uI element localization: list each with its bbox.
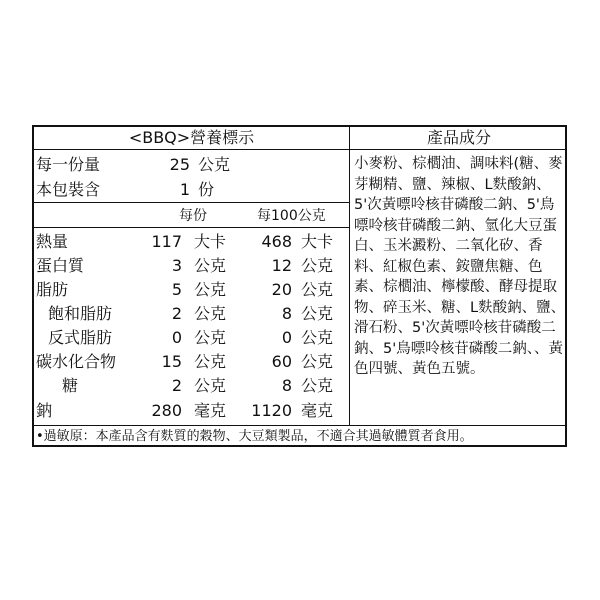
per-100g-unit: 公克 [301, 376, 334, 395]
servings-per-package-value: 1 [179, 180, 190, 199]
per-serving-amount: 0 [171, 328, 182, 347]
per-serving-amount: 3 [171, 256, 182, 275]
per-serving-amount: 117 [151, 232, 182, 251]
per-serving-unit: 大卡 [194, 232, 227, 251]
nutrient-name: 蛋白質 [36, 256, 85, 275]
per-serving-amount: 2 [171, 304, 182, 323]
servings-per-package-label: 本包裝含 [36, 180, 101, 199]
per-100g-amount: 1120 [251, 401, 292, 420]
per-serving-unit: 公克 [194, 304, 227, 323]
per-100g-amount: 8 [281, 376, 292, 395]
nutrient-name: 糖 [62, 376, 79, 395]
per-serving-unit: 公克 [194, 376, 227, 395]
per-serving-unit: 公克 [198, 155, 231, 174]
per-serving-value: 25 [169, 155, 190, 174]
per-serving-amount: 280 [151, 401, 182, 420]
nutrient-name: 鈉 [36, 401, 53, 420]
per-serving-amount: 2 [171, 376, 182, 395]
per-100g-unit: 公克 [301, 328, 334, 347]
per-100g-unit: 公克 [301, 304, 334, 323]
nutrition-panel-title: <BBQ>營養標示 [128, 128, 255, 147]
column-header-divider [34, 227, 349, 228]
column-divider [349, 127, 350, 426]
serving-divider [34, 202, 349, 203]
per-100g-amount: 12 [271, 256, 292, 275]
per-100g-unit: 大卡 [301, 232, 334, 251]
per-serving-unit: 公克 [194, 256, 227, 275]
per-100g-unit: 公克 [301, 256, 334, 275]
per-serving-unit: 公克 [194, 328, 227, 347]
nutrient-name: 碳水化合物 [36, 352, 117, 371]
nutrient-name: 反式脂肪 [48, 328, 113, 347]
title-divider [34, 149, 565, 150]
per-100g-amount: 468 [261, 232, 292, 251]
per-100g-amount: 60 [271, 352, 292, 371]
per-100g-unit: 公克 [301, 352, 334, 371]
per-100g-amount: 0 [281, 328, 292, 347]
per-serving-amount: 5 [171, 280, 182, 299]
per-serving-label: 每一份量 [36, 155, 101, 174]
ingredients-list: 小麥粉、棕櫚油、調味料(糖、麥芽糊精、鹽、辣椒、L麩酸鈉、5'次黃嘌呤核苷磷酸二鈉、5'鳥嘌呤核苷磷酸二鈉、氫化大豆蛋白、玉米澱粉、二氧化矽、香料、紅椒色素、銨鹽焦糖、色素、棕櫚油、檸檬酸、酵母提取物、碎玉米、糖、L麩酸鈉、鹽、滑石粉、5'次黃嘌呤核苷磷酸二鈉、5'鳥嘌呤核苷磷酸二鈉、、黃色四號、黃色五號。 [354, 156, 566, 377]
ingredients-title: 產品成分 [426, 128, 491, 147]
nutrient-name: 熱量 [36, 232, 69, 251]
per-100g-column-header: 每100公克 [257, 208, 326, 224]
per-serving-unit: 公克 [194, 280, 227, 299]
footnote-divider [34, 425, 565, 426]
nutrition-label [32, 125, 567, 447]
per-serving-amount: 15 [161, 352, 182, 371]
nutrient-name: 飽和脂肪 [48, 304, 113, 323]
per-serving-unit: 公克 [194, 352, 227, 371]
per-serving-unit: 毫克 [194, 401, 227, 420]
per-100g-amount: 20 [271, 280, 292, 299]
per-100g-unit: 毫克 [301, 401, 334, 420]
per-100g-amount: 8 [281, 304, 292, 323]
per-serving-column-header: 每份 [179, 208, 207, 224]
nutrient-name: 脂肪 [36, 280, 69, 299]
allergen-note: •過敏原：本產品含有麩質的穀物、大豆類製品，不適合其過敏體質者食用。 [36, 429, 473, 444]
servings-per-package-unit: 份 [198, 180, 215, 199]
per-100g-unit: 公克 [301, 280, 334, 299]
